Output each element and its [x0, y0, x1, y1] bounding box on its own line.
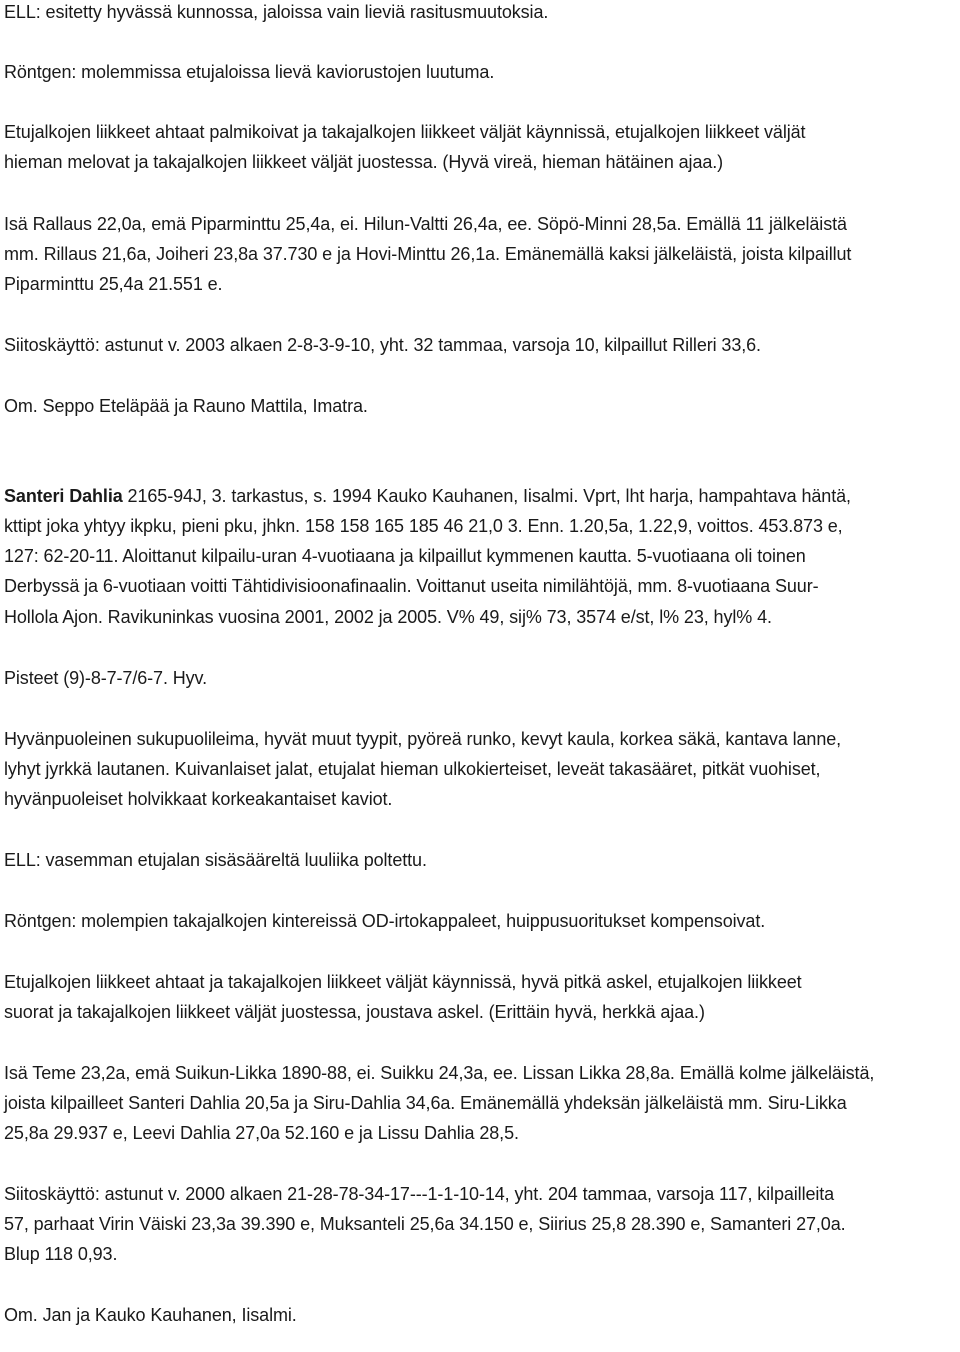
text-line: 25,8a 29.937 e, Leevi Dahlia 27,0a 52.160 e ja Lissu Dahlia 28,5.: [4, 1123, 519, 1143]
horse-name: Santeri Dahlia: [4, 486, 123, 506]
text-line: Isä Rallaus 22,0a, emä Piparminttu 25,4a, ei. Hilun-Valtti 26,4a, ee. Söpö-Minni 28,5a. Emällä 11 jälkeläistä: [4, 214, 847, 234]
text-line: suorat ja takajalkojen liikkeet väljät juostessa, joustava askel. (Erittäin hyvä, herkkä ajaa.): [4, 1002, 705, 1022]
text-line: Derbyssä ja 6-vuotiaan voitti Tähtidivisioonafinaalin. Voittanut useita nimilähtöjä, mm. 8-vuotiaana Suur-: [4, 576, 819, 596]
text-line: Siitoskäyttö: astunut v. 2000 alkaen 21-28-78-34-17---1-1-10-14, yht. 204 tammaa, varsoja 117, kilpailleita: [4, 1184, 835, 1204]
text-line: kttipt joka yhtyy ikpku, pieni pku, jhkn. 158 158 165 185 46 21,0 3. Enn. 1.20,5a, 1.22,9, voittos. 453.873 e,: [4, 516, 843, 536]
text-line: Etujalkojen liikkeet ahtaat palmikoivat ja takajalkojen liikkeet väljät käynnissä, etujalkojen liikkeet väljät: [4, 122, 806, 142]
text-line: hieman melovat ja takajalkojen liikkeet väljät juostessa. (Hyvä vireä, hieman hätäinen ajaa.): [4, 152, 724, 172]
text-line: 57, parhaat Virin Väiski 23,3a 39.390 e, Muksanteli 25,6a 34.150 e, Siirius 25,8 28.390 e, Samanteri 27,0a.: [4, 1214, 846, 1234]
text-line: Pisteet (9)-8-7-7/6-7. Hyv.: [4, 668, 208, 688]
text-line: Blup 118 0,93.: [4, 1244, 118, 1264]
text-line: Isä Teme 23,2a, emä Suikun-Likka 1890-88, ei. Suikku 24,3a, ee. Lissan Likka 28,8a. Emällä kolme jälkeläistä,: [4, 1063, 875, 1083]
text-line: mm. Rillaus 21,6a, Joiheri 23,8a 37.730 e ja Hovi-Minttu 26,1a. Emänemällä kaksi jälkeläistä, joista kilpaillut: [4, 244, 852, 264]
text-line: 127: 62-20-11. Aloittanut kilpailu-uran 4-vuotiaana ja kilpaillut kymmenen kautta. 5-vuotiaana oli toinen: [4, 546, 806, 566]
text-line: hyvänpuoleiset holvikkaat korkeakantaiset kaviot.: [4, 789, 393, 809]
text-line: Röntgen: molemmissa etujaloissa lievä kaviorustojen luutuma.: [4, 62, 495, 82]
text-line: Hyvänpuoleinen sukupuolileima, hyvät muut tyypit, pyöreä runko, kevyt kaula, korkea säkä, kantava lanne,: [4, 729, 842, 749]
text-line: Etujalkojen liikkeet ahtaat ja takajalkojen liikkeet väljät käynnissä, hyvä pitkä askel, etujalkojen liikkeet: [4, 972, 802, 992]
text-line: Röntgen: molempien takajalkojen kintereissä OD-irtokappaleet, huippusuoritukset kompensoivat.: [4, 911, 766, 931]
text-line: Om. Jan ja Kauko Kauhanen, Iisalmi.: [4, 1305, 297, 1325]
text-line: Om. Seppo Eteläpää ja Rauno Mattila, Imatra.: [4, 396, 368, 416]
text-line: lyhyt jyrkkä lautanen. Kuivanlaiset jalat, etujalat hieman ulkokierteiset, leveät takasääret, pitkät vuohiset,: [4, 759, 821, 779]
text-line: Piparminttu 25,4a 21.551 e.: [4, 274, 223, 294]
text-line: ELL: esitetty hyvässä kunnossa, jaloissa vain lieviä rasitusmuutoksia.: [4, 2, 549, 22]
text-line: joista kilpailleet Santeri Dahlia 20,5a ja Siru-Dahlia 34,6a. Emänemällä yhdeksän jälkeläistä mm. Siru-Likka: [4, 1093, 847, 1113]
horse-details: 2165-94J, 3. tarkastus, s. 1994 Kauko Kauhanen, Iisalmi. Vprt, lht harja, hampahtava häntä,: [122, 486, 851, 506]
text-line: ELL: vasemman etujalan sisäsääreltä luuliika poltettu.: [4, 850, 427, 870]
text-line: [4, 484, 851, 508]
text-line: Siitoskäyttö: astunut v. 2003 alkaen 2-8-3-9-10, yht. 32 tammaa, varsoja 10, kilpaillut Rilleri 33,6.: [4, 335, 761, 355]
text-line: Hollola Ajon. Ravikuninkas vuosina 2001, 2002 ja 2005. V% 49, sij% 73, 3574 e/st, l% 23, hyl% 4.: [4, 607, 772, 627]
